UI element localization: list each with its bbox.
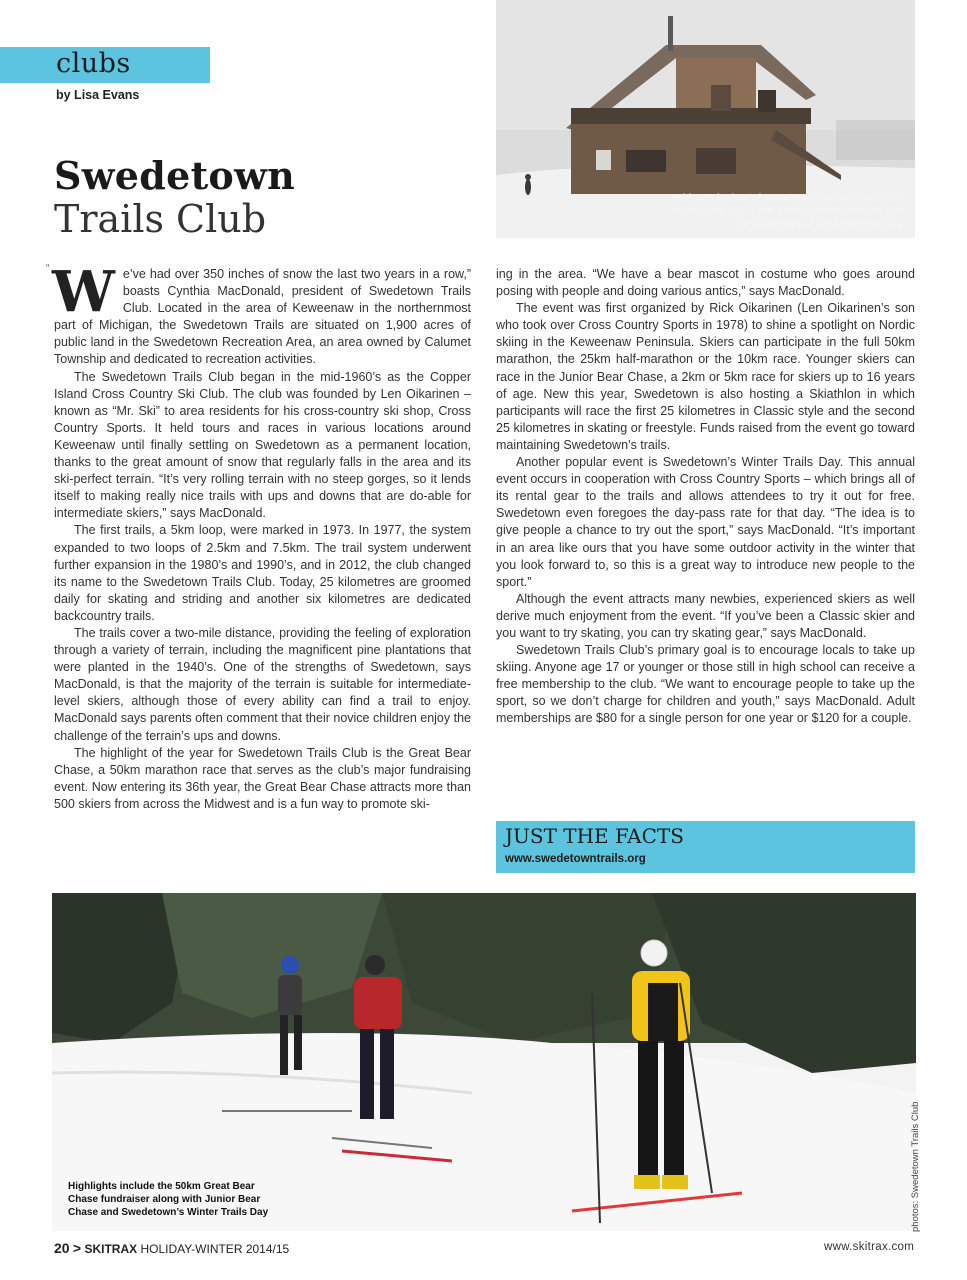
skiers-photo bbox=[52, 893, 916, 1231]
section-tag bbox=[0, 47, 210, 83]
paragraph: The trails cover a two-mile distance, providing the feeling of exploration through a variety of terrain, including the magnificent pine plantations that were planted in the 1940’s. One of the strengths of Swedetown, says MacDonald, is that the majority of the terrain is suitable for intermediate-level skiers, although those of every ability can find a trail to enjoy. MacDonald says parents often comment that their novice children enjoy the challenge of the terrain’s ups and downs. bbox=[54, 625, 471, 743]
skiers-photo-caption: Highlights include the 50km Great Bear Chase fundraiser along with Junior Bear Chase and Swedetown’s Winter Trails Day bbox=[68, 1181, 269, 1218]
facts-url-link[interactable]: www.swedetowntrails.org bbox=[505, 853, 646, 865]
paragraph: Swedetown Trails Club’s primary goal is to encourage locals to take up skiing. Anyone age 17 or younger or those still in high school can receive a free membership to the club. “We want to encourage people to take up the sport, so we don’t charge for children and youth,” says MacDonald. Adult memberships are $80 for a single person for one year or $120 for a couple. bbox=[496, 643, 915, 726]
paragraph: The Swedetown Trails Club began in the mid-1960’s as the Copper Island Cross Country Ski Club. The club was founded by Len Oikarinen – known as “Mr. Ski” to area residents for his cross-country ski shop, Cross Country Sports. It held tours and races in various locations around Keweenaw until finally settling on Swedetown as a permanent location, thanks to the great amount of snow that regularly falls in the area and its ski-perfect terrain. “It’s very rolling terrain with no steep gorges, so it lends itself to making really nice trails with ups and downs that are do-able for intermediate skiers,” says MacDonald. bbox=[54, 369, 471, 521]
article-title-line2: Trails Club bbox=[54, 197, 267, 241]
article-title-line1: Swedetown bbox=[54, 153, 296, 198]
paragraph: Another popular event is Swedetown’s Winter Trails Day. This annual event occurs in cooperation with Cross Country Sports – which brings all of its rental gear to the trails and allows attendees to try it out for free. Swedetown even foregoes the day-pass rate for that day. “The idea is to give people a chance to try out the sport,” says MacDonald. “It’s important in an area like ours that you have some outdoor activity in the winter that you look forward to, so this is a great way to introduce new people to the sport.” bbox=[496, 455, 915, 589]
paragraph: The highlight of the year for Swedetown Trails Club is the Great Bear Chase, a 50km marathon race that serves as the club’s major fundraising event. Now entering its 36th year, the Great Bear Chase attracts more than 500 skiers from across the Midwest and is a fun way to promote ski- bbox=[54, 745, 471, 811]
footer-website-link[interactable]: www.skitrax.com bbox=[824, 1241, 915, 1253]
drop-cap: W bbox=[52, 259, 115, 325]
footer-left bbox=[54, 1240, 289, 1256]
photo-credit: photos: Swedetown Trails Club bbox=[910, 1101, 921, 1232]
article-column-right bbox=[496, 266, 915, 728]
paragraph: We’ve had over 350 inches of snow the last two years in a row,” boasts Cynthia MacDonald, president of Swedetown Trails Club. Located in the area of Keweenaw in the northernmost part of Michigan, the Swedetown Trails are situated on 1,900 acres of public land in the Swedetown Recreation Area, an area owned by Calumet Township and dedicated to recreation activities. bbox=[52, 259, 471, 367]
paragraph: ing in the area. “We have a bear mascot in costume who goes around posing with people and doing various antics,” says MacDonald. bbox=[496, 267, 915, 299]
opening-quote-mark: “ bbox=[46, 263, 50, 274]
issue-label: HOLIDAY-WINTER 2014/15 bbox=[140, 1242, 290, 1256]
page-number: 20 bbox=[54, 1240, 70, 1256]
facts-box bbox=[496, 821, 915, 873]
article-column-left bbox=[52, 259, 471, 813]
section-label: clubs bbox=[56, 48, 131, 79]
paragraph: Although the event attracts many newbies, experienced skiers as well derive much enjoyment from the event. “If you’ve been a Classic skier and you want to try skating, you can try skating gear,” says MacDonald. bbox=[496, 591, 915, 640]
clubhouse-photo-caption: With 350 inches of snow, Swedetown features 25 kilometres of superb trails on rolling terrain with six kilometres of backcountry trails. bbox=[673, 193, 905, 230]
paragraph: The first trails, a 5km loop, were marked in 1973. In 1977, the system expanded to two loops of 2.5km and 7.5km. The trail system underwent further expansion in the 1980’s and 1990’s, and in 2012, the club changed its name to the Swedetown Trails Club. Today, 25 kilometres are groomed daily for skating and striding and another six kilometres are dedicated backcountry trails. bbox=[54, 523, 471, 623]
byline: by Lisa Evans bbox=[56, 88, 140, 102]
magazine-brand: SKITRAX bbox=[84, 1242, 138, 1256]
clubhouse-photo bbox=[496, 0, 915, 238]
page-arrow: > bbox=[72, 1240, 82, 1256]
paragraph: The event was first organized by Rick Oikarinen (Len Oikarinen’s son who took over Cross Country Sports in 1978) to shine a spotlight on Nordic skiing in the Keweenaw Peninsula. Skiers can participate in the full 50km marathon, the 25km half-marathon or the 10km race. Younger skiers can race in the Junior Bear Chase, a 2km or 5km race for skiers up to 16 years of age. New this year, Swedetown is also hosting a Skiathlon in which participants will race the first 25 kilometres in Classic style and the second 25 kilometres in skating or freestyle. Funds raised from the event go toward maintaining Swedetown’s trails. bbox=[496, 301, 915, 452]
facts-heading: JUST THE FACTS bbox=[505, 824, 684, 848]
